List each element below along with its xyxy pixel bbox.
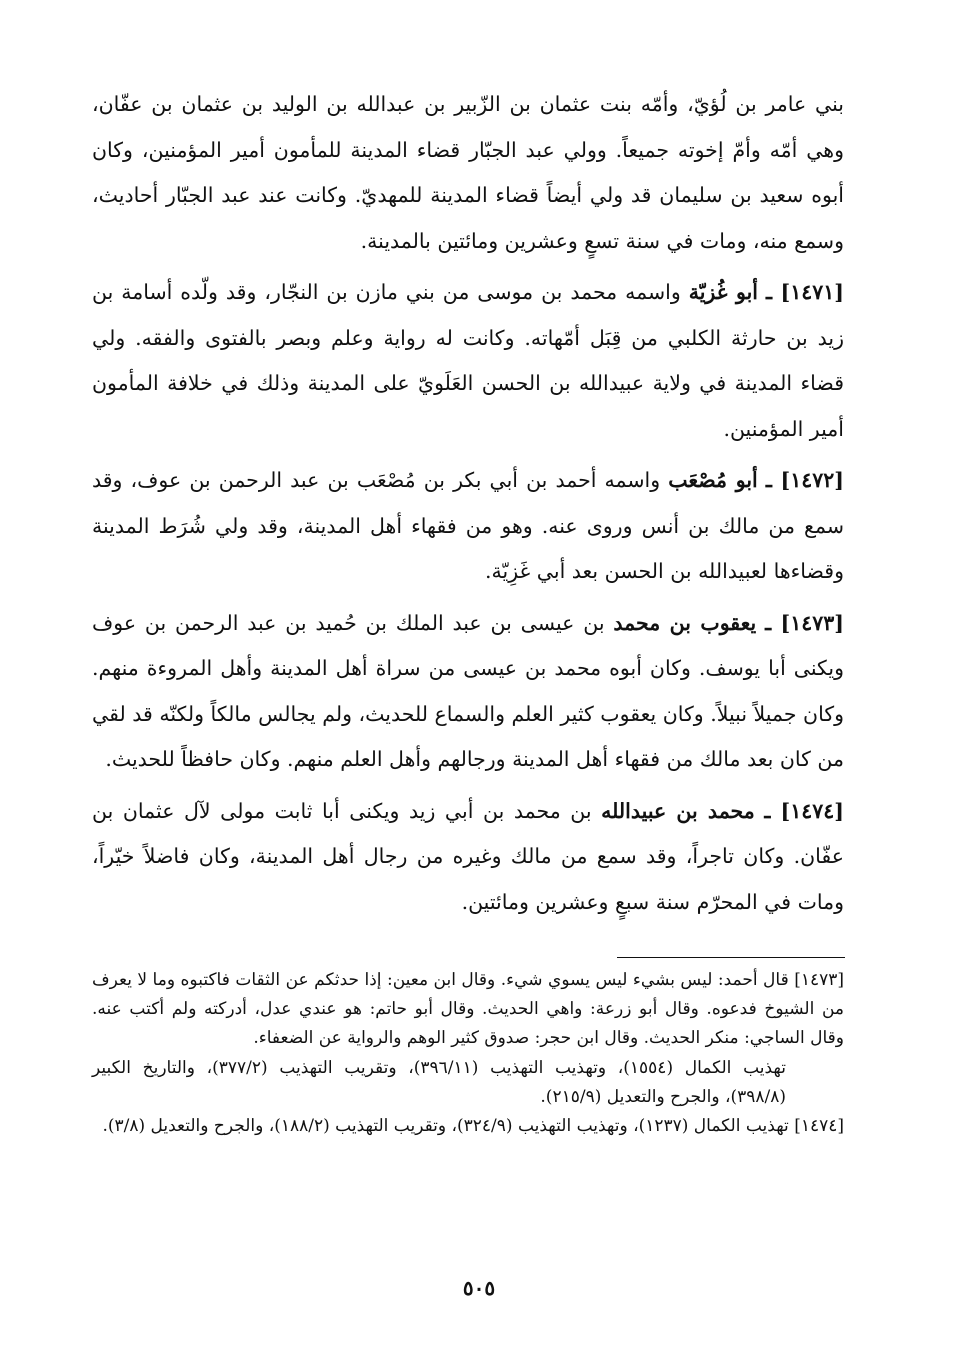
entry-text: واسمه أحمد بن أبي بكر بن مُصْعَب بن عبد الرحمن بن عوف، وقد سمع من مالك بن أنس وروى عنه. وهو من فقهاء أهل المدينة، وقد ولي شُرَط المدينة وقضاءها لعبيدالله بن الحسن بعد أبي غَزِيّة. — [92, 468, 844, 583]
entry-1473 — [92, 601, 844, 783]
entry-number: [١٤٧١] ـ — [765, 280, 844, 304]
entry-name: أبو غُزيّة — [688, 280, 758, 304]
entry-name: يعقوب بن محمد — [613, 610, 757, 635]
entry-name: محمد بن عبيدالله — [601, 798, 755, 823]
entry-text: بن محمد بن أبي زيد ويكنى أبا ثابت مولى لآل عثمان بن عفّان. وكان تاجراً، وقد سمع من مالك وغيره من رجال أهل المدينة، وكان فاضلاً خيّراً، ومات في المحرّم سنة سبعٍ وعشرين ومائتين. — [92, 798, 844, 914]
footnote-number: [١٤٧٤] — [794, 1116, 844, 1137]
footnote-separator — [617, 957, 845, 958]
footnote-1474 — [92, 1112, 844, 1141]
footnote-1473 — [92, 966, 844, 1054]
footnote-text: قال أحمد: ليس بشيء ليس يسوي شيء. وقال ابن معين: إذا حدثكم عن الثقات فاكتبوه وما لا يعرف من الشيوخ فدعوه. وقال أبو زرعة: واهي الحديث. وقال أبو حاتم: هو عندي عدل، أدركته ولم أكتب عنه. وقال الساجي: منكر الحديث. وقال ابن حجر: صدوق كثير الوهم والرواية عن الضعفاء. — [92, 970, 844, 1049]
continued-paragraph — [92, 82, 844, 264]
entry-number: [١٤٧٢] ـ — [765, 468, 844, 492]
footnote-number: [١٤٧٣] — [794, 970, 844, 990]
entry-1472 — [92, 458, 844, 595]
main-text — [92, 82, 844, 931]
entry-text: بن عيسى بن عبد الملك بن حُميد بن عبد الرحمن بن عوف ويكنى أبا يوسف. وكان أبوه محمد بن عيسى من سراة أهل المدينة وأهل المروءة منهم. وكان جميلاً نبيلاً. وكان يعقوب كثير العلم والسماع للحديث، ولم يجالس مالكاً ولكنّه قد لقي من كان بعد مالك من فقهاء أهل المدينة ورجالهم وأهل العلم منهم. وكان حافظاً للحديث. — [92, 610, 844, 771]
footnote-references: تهذيب الكمال (١٥٥٤)، وتهذيب التهذيب (٣٩٦/١١)، وتقريب التهذيب (٣٧٧/٢)، والتاريخ الكبير (٣٩٨/٨)، والجرح والتعديل (٢١٥/٩). — [92, 1057, 786, 1107]
footnote-text: تهذيب الكمال (١٢٣٧)، وتهذيب التهذيب (٣٢٤/٩)، وتقريب التهذيب (١٨٨/٢)، والجرح والتعديل (٣/٨). — [102, 1116, 789, 1137]
entry-number: [١٤٧٣] ـ — [765, 610, 844, 635]
entry-1471 — [92, 270, 844, 452]
footnote-1473-refs — [92, 1054, 844, 1112]
entry-1474 — [92, 789, 844, 926]
entry-text: واسمه محمد بن موسى من بني مازن بن النجّار، وقد ولّده أسامة بن زيد بن حارثة الكلبي من قِبَل أمّهاته. وكانت له رواية وعلم وبصر بالفتوى والفقه. ولي قضاء المدينة في ولاية عبيدالله بن الحسن العَلَويّ على المدينة وذلك في خلافة المأمون أمير المؤمنين. — [92, 280, 844, 441]
entry-name: أبو مُصْعَب — [668, 468, 758, 492]
footnotes — [92, 966, 844, 1141]
entry-number: [١٤٧٤] ـ — [764, 798, 844, 823]
paragraph-text: بني عامر بن لُؤيّ، وأمّه بنت عثمان بن الزّبير بن عبدالله بن الوليد بن عثمان بن عفّان، وهي أمّه وأمّ إخوته جميعاً. وولي عبد الجبّار قضاء المدينة للمأمون أمير المؤمنين، وكان أبوه سعيد بن سليمان قد ولي أيضاً قضاء المدينة للمهديّ. وكانت عند عبد الجبّار أحاديث، وسمع منه، ومات في سنة تسعٍ وعشرين ومائتين بالمدينة. — [92, 92, 844, 253]
page-number: ٥٠٥ — [462, 1276, 496, 1300]
